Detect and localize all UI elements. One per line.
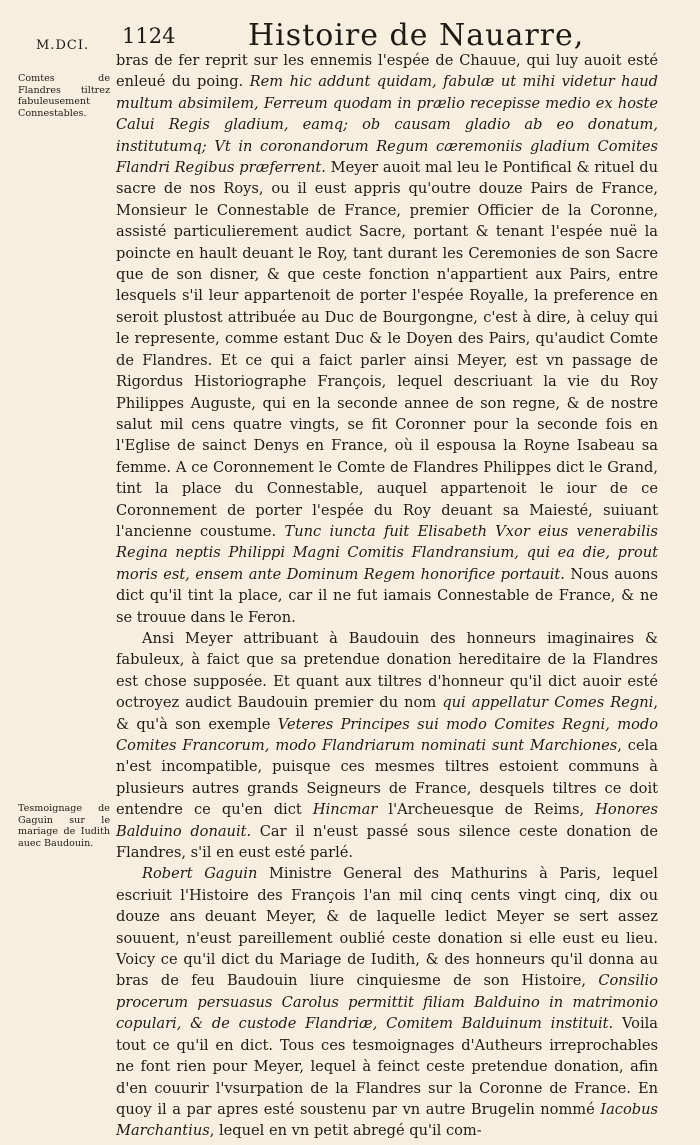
italic-quote: Veteres Principes sui modo Comites Regni, modo Comites Francorum, modo Flandriarum nominati sunt Marchiones	[116, 715, 658, 754]
text-run: Nous auons dict qu'il tint la place, car il ne fut iamais Connestable de France, & ne se trouue dans le Feron.	[116, 565, 658, 626]
italic-quote: Robert Gaguin	[142, 865, 258, 883]
body-text	[116, 50, 658, 1142]
italic-quote: Consilio procerum persuasus Carolus permittit filiam Balduino in matrimonio copulari, & de custode Flandriæ, Comitem Balduinum instituit.	[116, 972, 658, 1033]
text-run: , cela n'est incompatible, puisque ces mesmes tiltres estoient communs à plusieurs autres grands Seigneurs de France, desquels tiltres ce doit entendre ce qu'en dict	[116, 737, 658, 819]
text-run: Voila tout ce qu'il en dict. Tous ces tesmoignages d'Autheurs irreprochables ne font rien pour Meyer, lequel à feinct ceste pretendue donation, afin d'en couurir l'vsurpation de la Flandres sur la Coronne de France. En quoy il a par apres esté soustenu par vn autre Brugelin nommé	[116, 1015, 658, 1118]
italic-quote: Hincmar	[312, 801, 378, 819]
italic-quote: Tunc iuncta fuit Elisabeth Vxor eius venerabilis Regina neptis Philippi Magni Comitis Flandransium, qui ea die, prout moris est, ensem ante Dominum Regem honorifice portauit.	[116, 522, 658, 583]
text-run: Ansi Meyer attribuant à Baudouin des honneurs imaginaires & fabuleux, à faict que sa pretendue donation hereditaire de la Flandres est chose supposée. Et quant aux tiltres d'honneur qu'il dict auoir esté octroyez audict Baudouin premier du nom	[116, 629, 658, 712]
paragraph	[116, 863, 658, 1141]
paragraph	[116, 628, 658, 863]
year-label: M.DCI.	[36, 38, 90, 53]
margin-note: Comtes de Flandres tiltrez fabuleusement Connestables.	[18, 73, 110, 119]
italic-quote: Honores Balduino donauit.	[116, 801, 658, 840]
page-number: 1124	[122, 24, 176, 48]
text-run: , & qu'à son exemple	[116, 694, 658, 733]
text-run: Ministre General des Mathurins à Paris, lequel escriuit l'Histoire des François l'an mil cinq cents vingt cinq, dix ou douze ans deuant Meyer, & de laquelle ledict Meyer se sert assez souuent, n'eust pareillement oublié ceste donation si elle eust eu lieu. Voicy ce qu'il dict du Mariage de Iudith, & des honneurs qu'il donna au bras de feu Baudouin liure cinquiesme de son Histoire,	[116, 865, 658, 990]
text-run: bras de fer reprit sur les ennemis l'espée de Chauue, qui luy auoit esté enleué du poing.	[116, 52, 658, 91]
text-run: Meyer auoit mal leu le Pontifical & rituel du sacre de nos Roys, ou il eust appris qu'outre douze Pairs de France, Monsieur le Connestable de France, premier Officier de la Coronne, assisté particulierement audict Sacre, portant & tenant l'espée nuë la poincte en hault deuant le Roy, tant durant les Ceremonies de son Sacre que de son disner, & que ceste fonction n'appartient aux Pairs, entre lesquels s'il leur appartenoit de porter l'espée Royalle, la preference en seroit plustost attribuée au Duc de Bourgongne, c'est à dire, à celuy qui le represente, comme estant Duc & le Doyen des Pairs, qu'audict Comte de Flandres. Et ce qui a faict parler ainsi Meyer, est vn passage de Rigordus Historiographe François, lequel descriuant la vie du Roy Philippes Auguste, qui en la seconde annee de son regne, & de nostre salut mil cens quatre vingts, se fit Coronner pour la seconde fois en l'Eglise de sainct Denys en France, où il espousa la Royne Isabeau sa femme. A ce Coronnement le Comte de Flandres Philippes dict le Grand, tint la place du Connestable, auquel appartenoit le iour de ce Coronnement de porter l'espée du Roy deuant sa Maiesté, suiuant l'ancienne coustume.	[116, 159, 659, 540]
text-run: Car il n'eust passé sous silence ceste donation de Flandres, s'il en eust esté parlé.	[116, 822, 658, 862]
running-title: Histoire de Nauarre,	[248, 18, 585, 53]
margin-note: Tesmoignage de Gaguin sur le mariage de Iudith auec Baudouin.	[18, 803, 110, 849]
italic-quote: Iacobus Marchantius	[116, 1100, 658, 1140]
paragraph	[116, 50, 658, 628]
text-run: l'Archeuesque de Reims,	[377, 801, 596, 819]
italic-quote: qui appellatur Comes Regni	[442, 694, 654, 712]
italic-quote: Rem hic addunt quidam, fabulæ ut mihi videtur haud multum absimilem, Ferreum quodam in prælio recepisse medio ex hoste Calui Regis gladium, eamq; ob causam gladio ab eo donatum, institutumq; Vt in coronandorum Regum cæremoniis gladium Comites Flandri Regibus præferrent.	[116, 73, 658, 177]
text-run: , lequel en vn petit abregé qu'il com-	[209, 1122, 482, 1140]
